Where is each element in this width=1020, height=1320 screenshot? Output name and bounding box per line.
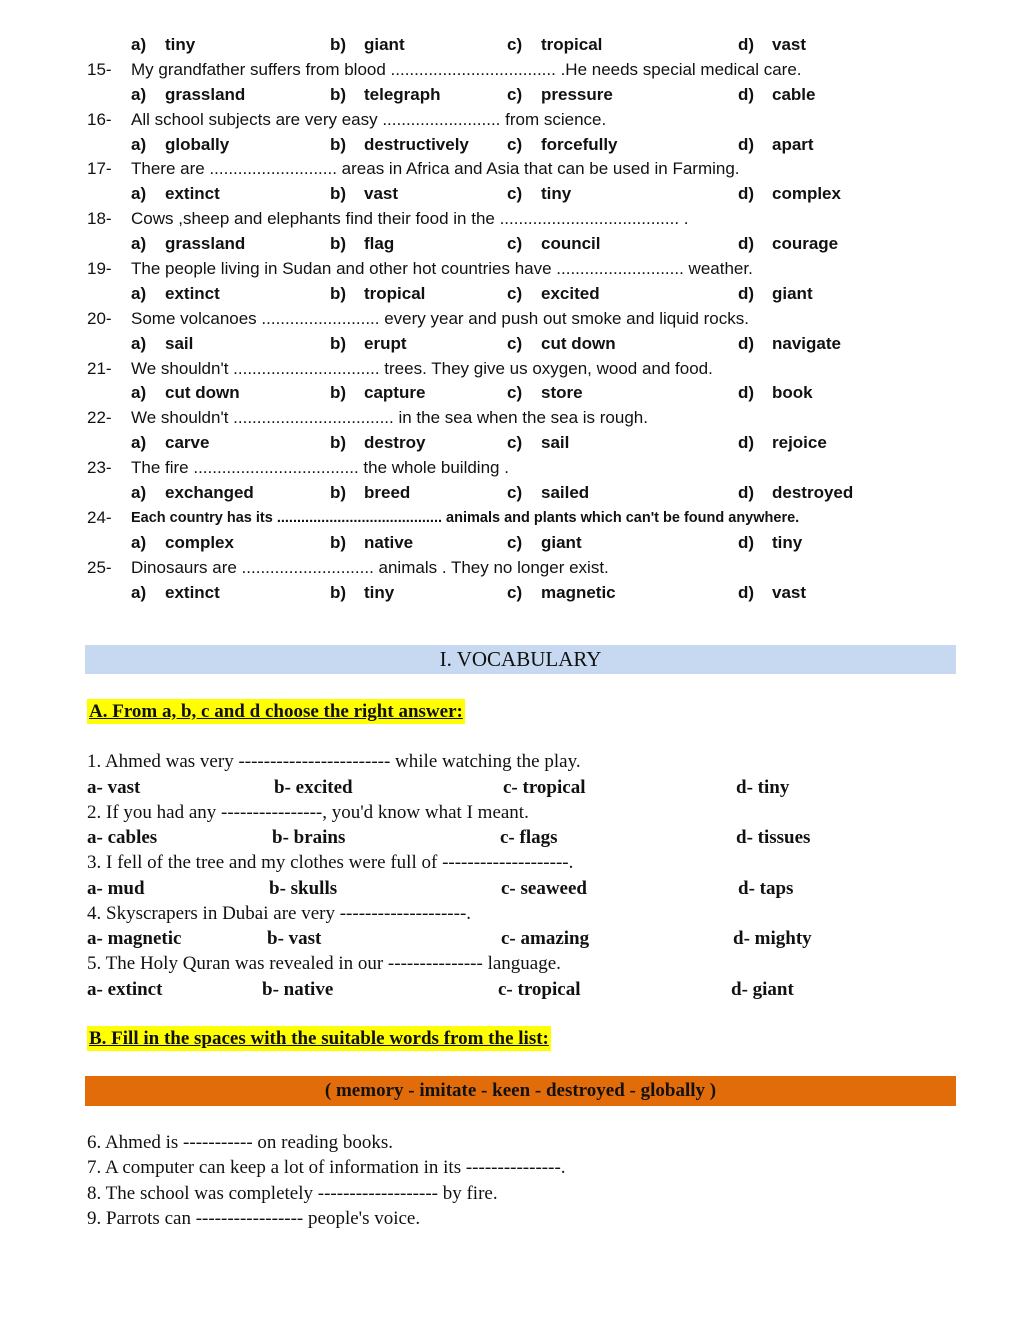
option-letter: a): [131, 433, 147, 453]
option-d: [738, 182, 841, 207]
option-text: vast: [772, 35, 807, 54]
option-letter: d): [738, 582, 755, 602]
vocab-option-a: a- vast: [87, 776, 141, 798]
option-letter: b): [330, 483, 347, 503]
option-letter: b): [330, 582, 347, 602]
option-letter: d): [738, 35, 755, 54]
vocab-option-d: d- mighty: [733, 928, 812, 949]
option-text: tiny: [541, 184, 572, 204]
question-text: My grandfather suffers from blood ................................... .He needs special medical care.: [131, 59, 802, 79]
mcq-options-row: [0, 83, 1020, 108]
vocab-option-c: c- flags: [500, 827, 558, 848]
option-d: [738, 332, 841, 357]
question-text: Cows ,sheep and elephants find their food in the ...................................... .: [131, 209, 689, 229]
option-b: [330, 381, 425, 406]
option-c: [507, 133, 618, 158]
vocab-question: 2. If you had any ----------------, you'd know what I meant.: [87, 801, 529, 823]
vocab-option-a: a- cables: [87, 827, 158, 848]
option-c: [507, 83, 613, 108]
option-text: exchanged: [165, 483, 254, 503]
vocab-option-d: d- tiny: [736, 776, 790, 798]
question-text: Some volcanoes ......................... every year and push out smoke and liquid rocks.: [131, 308, 749, 328]
option-letter: b): [330, 134, 347, 154]
option-letter: a): [131, 283, 147, 303]
mcq-question-row: [0, 108, 1020, 133]
mcq-question-row: [0, 157, 1020, 182]
option-a: [131, 581, 220, 606]
question-number: 19-: [87, 259, 112, 279]
question-text: We shouldn't ............................... trees. They give us oxygen, wood and food.: [131, 358, 713, 378]
mcq-list: [0, 33, 1020, 605]
option-letter: b): [330, 84, 347, 104]
option-c: [507, 431, 569, 456]
option-b: [330, 431, 425, 456]
option-text: erupt: [364, 333, 407, 353]
option-text: apart: [772, 134, 814, 154]
option-b: [330, 83, 441, 108]
vocab-option-d: d- tissues: [736, 827, 811, 848]
option-a: [131, 83, 245, 108]
question-text: We shouldn't .................................. in the sea when the sea is rough.: [131, 408, 648, 428]
option-text: rejoice: [772, 433, 827, 453]
option-letter: d): [738, 283, 755, 303]
option-letter: c): [507, 383, 523, 403]
option-text: destroy: [364, 433, 426, 453]
option-a: [131, 33, 195, 58]
vocab-option-c: c- amazing: [501, 928, 590, 949]
mcq-options-row: [0, 232, 1020, 257]
option-a: [131, 431, 209, 456]
vocab-question: 3. I fell of the tree and my clothes were full of --------------------.: [87, 852, 574, 873]
option-letter: d): [738, 483, 755, 503]
option-text: globally: [165, 134, 230, 154]
vocab-option-b: b- native: [262, 978, 334, 1000]
option-d: [738, 232, 838, 257]
option-b: [330, 282, 425, 307]
option-a: [131, 282, 220, 307]
option-letter: b): [330, 333, 347, 353]
fill-in-question: 6. Ahmed is ----------- on reading books.: [87, 1132, 394, 1153]
option-c: [507, 332, 616, 357]
mcq-options-row: [0, 381, 1020, 406]
option-text: forcefully: [541, 134, 618, 154]
option-a: [131, 481, 254, 506]
option-letter: a): [131, 84, 147, 104]
option-text: capture: [364, 383, 426, 403]
vocab-option-c: c- seaweed: [501, 877, 587, 899]
option-text: book: [772, 383, 813, 403]
option-letter: c): [507, 234, 523, 254]
option-text: native: [364, 532, 414, 552]
option-c: [507, 381, 583, 406]
option-d: [738, 133, 814, 158]
question-number: 18-: [87, 209, 112, 229]
option-text: extinct: [165, 283, 220, 303]
option-letter: d): [738, 433, 755, 453]
option-letter: b): [330, 283, 347, 303]
vocab-option-d: d- giant: [731, 978, 794, 1000]
question-text: Dinosaurs are ............................ animals . They no longer exist.: [131, 557, 609, 577]
option-b: [330, 232, 394, 257]
option-letter: c): [507, 433, 523, 453]
option-d: [738, 282, 813, 307]
option-d: [738, 381, 813, 406]
option-c: [507, 182, 571, 207]
option-letter: b): [330, 383, 347, 403]
vocab-option-a: a- mud: [87, 877, 145, 899]
part-b-instruction: B. Fill in the spaces with the suitable words from the list:: [89, 1028, 549, 1049]
question-text: All school subjects are very easy ......................... from science.: [131, 109, 607, 129]
option-letter: d): [738, 134, 755, 154]
option-letter: a): [131, 532, 147, 552]
option-letter: a): [131, 35, 147, 54]
question-text: The fire ................................... the whole building .: [131, 458, 509, 478]
option-text: destroyed: [772, 483, 854, 503]
option-text: vast: [772, 582, 807, 602]
vocab-option-a: a- magnetic: [87, 928, 182, 949]
option-text: navigate: [772, 333, 841, 353]
option-text: magnetic: [541, 582, 616, 602]
mcq-question-row: [0, 58, 1020, 83]
mcq-question-row: [0, 307, 1020, 332]
option-b: [330, 182, 398, 207]
question-text: The people living in Sudan and other hot countries have ........................... weather.: [131, 259, 753, 279]
option-a: [131, 182, 220, 207]
option-letter: a): [131, 582, 147, 602]
option-letter: b): [330, 532, 347, 552]
option-letter: a): [131, 483, 147, 503]
question-text: There are ........................... areas in Africa and Asia that can be used in Farming.: [131, 159, 740, 179]
option-letter: c): [507, 333, 523, 353]
option-letter: d): [738, 333, 755, 353]
question-number: 16-: [87, 109, 112, 129]
mcq-question-row: [0, 506, 1020, 531]
option-text: tropical: [541, 35, 603, 54]
vocab-question: 4. Skyscrapers in Dubai are very --------------------.: [87, 902, 472, 924]
option-b: [330, 581, 394, 606]
mcq-question-row: [0, 357, 1020, 382]
mcq-question-row: [0, 456, 1020, 481]
option-letter: a): [131, 383, 147, 403]
option-letter: d): [738, 84, 755, 104]
option-text: grassland: [165, 234, 246, 254]
option-b: [330, 332, 407, 357]
vocab-option-c: c- tropical: [503, 776, 586, 798]
option-text: cut down: [165, 383, 240, 403]
option-text: tiny: [772, 532, 803, 552]
option-text: complex: [165, 532, 234, 552]
option-text: carve: [165, 433, 210, 453]
option-a: [131, 381, 240, 406]
word-list-box: ( memory - imitate - keen - destroyed - globally ): [85, 1076, 956, 1106]
question-number: 25-: [87, 557, 112, 577]
vocab-option-a: a- extinct: [87, 978, 163, 1000]
option-text: tropical: [364, 283, 426, 303]
mcq-options-row: [0, 182, 1020, 207]
option-letter: c): [507, 84, 523, 104]
vocab-question: 1. Ahmed was very ------------------------ while watching the play.: [87, 751, 581, 772]
option-a: [131, 133, 229, 158]
option-text: excited: [541, 283, 600, 303]
option-letter: c): [507, 35, 523, 54]
fill-in-question: 7. A computer can keep a lot of information in its ---------------.: [87, 1157, 566, 1179]
mcq-options-row: [0, 481, 1020, 506]
option-text: sail: [541, 433, 570, 453]
option-text: tiny: [364, 582, 395, 602]
option-letter: b): [330, 35, 347, 54]
option-letter: c): [507, 283, 523, 303]
mcq-options-row: [0, 332, 1020, 357]
option-letter: a): [131, 134, 147, 154]
option-text: giant: [772, 283, 813, 303]
vocab-option-b: b- brains: [272, 827, 346, 848]
option-letter: b): [330, 234, 347, 254]
option-b: [330, 33, 405, 58]
option-text: store: [541, 383, 583, 403]
question-number: 17-: [87, 159, 112, 179]
option-letter: c): [507, 582, 523, 602]
option-text: council: [541, 234, 601, 254]
option-text: grassland: [165, 84, 246, 104]
option-text: extinct: [165, 184, 220, 204]
mcq-options-row: [0, 531, 1020, 556]
option-text: giant: [364, 35, 405, 54]
option-letter: d): [738, 184, 755, 204]
option-letter: c): [507, 134, 523, 154]
option-text: telegraph: [364, 84, 441, 104]
mcq-question-row: [0, 257, 1020, 282]
option-letter: b): [330, 184, 347, 204]
option-b: [330, 481, 410, 506]
option-letter: d): [738, 383, 755, 403]
question-number: 15-: [87, 59, 112, 79]
option-b: [330, 531, 413, 556]
option-d: [738, 83, 815, 108]
option-b: [330, 133, 469, 158]
mcq-options-row: [0, 431, 1020, 456]
question-text: Each country has its ......................................... animals and plants which can't be found anywhere.: [131, 509, 800, 526]
option-letter: c): [507, 483, 523, 503]
option-text: breed: [364, 483, 411, 503]
vocab-option-c: c- tropical: [498, 978, 581, 1000]
option-text: sail: [165, 333, 194, 353]
vocab-option-b: b- skulls: [269, 877, 338, 899]
mcq-question-row: [0, 207, 1020, 232]
fill-in-question: 8. The school was completely ------------------- by fire.: [87, 1182, 498, 1204]
option-letter: d): [738, 234, 755, 254]
question-number: 23-: [87, 458, 112, 478]
mcq-options-row: [0, 282, 1020, 307]
option-text: vast: [364, 184, 399, 204]
question-number: 21-: [87, 358, 112, 378]
fill-in-question: 9. Parrots can ----------------- people's voice.: [87, 1207, 421, 1229]
vocab-option-b: b- vast: [267, 928, 322, 949]
mcq-options-row: [0, 133, 1020, 158]
option-c: [507, 282, 600, 307]
option-letter: a): [131, 333, 147, 353]
option-letter: d): [738, 532, 755, 552]
option-letter: c): [507, 184, 523, 204]
option-a: [131, 232, 245, 257]
option-d: [738, 481, 853, 506]
mcq-question-row: [0, 556, 1020, 581]
option-c: [507, 531, 582, 556]
option-letter: c): [507, 532, 523, 552]
option-letter: b): [330, 433, 347, 453]
option-d: [738, 581, 806, 606]
option-text: tiny: [165, 35, 196, 54]
option-text: complex: [772, 184, 841, 204]
option-text: destructively: [364, 134, 469, 154]
question-number: 22-: [87, 408, 112, 428]
option-a: [131, 531, 234, 556]
option-text: pressure: [541, 84, 613, 104]
option-c: [507, 581, 616, 606]
vocab-option-b: b- excited: [274, 776, 353, 798]
vocab-option-d: d- taps: [738, 877, 794, 899]
option-c: [507, 33, 602, 58]
option-text: courage: [772, 234, 839, 254]
option-text: flag: [364, 234, 395, 254]
option-d: [738, 431, 827, 456]
option-c: [507, 232, 601, 257]
mcq-options-row: [0, 33, 1020, 58]
option-letter: a): [131, 234, 147, 254]
mcq-question-row: [0, 406, 1020, 431]
option-text: cable: [772, 84, 816, 104]
option-text: giant: [541, 532, 582, 552]
option-d: [738, 531, 802, 556]
question-number: 20-: [87, 308, 112, 328]
option-c: [507, 481, 589, 506]
section-title: I. VOCABULARY: [85, 645, 956, 674]
part-a-instruction: A. From a, b, c and d choose the right answer:: [89, 701, 463, 722]
mcq-options-row: [0, 581, 1020, 606]
option-text: cut down: [541, 333, 616, 353]
option-d: [738, 33, 806, 58]
option-letter: a): [131, 184, 147, 204]
option-text: sailed: [541, 483, 590, 503]
question-number: 24-: [87, 507, 112, 527]
vocab-question: 5. The Holy Quran was revealed in our --------------- language.: [87, 953, 561, 974]
option-a: [131, 332, 193, 357]
option-text: extinct: [165, 582, 220, 602]
